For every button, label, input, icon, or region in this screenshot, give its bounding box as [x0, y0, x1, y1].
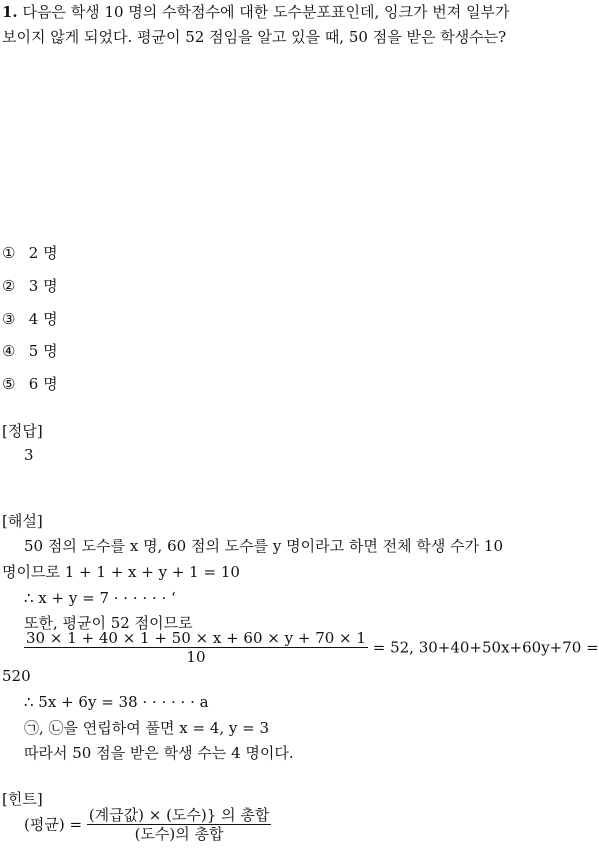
choice-mark: ① — [2, 244, 16, 262]
solution-line-5: 520 — [2, 667, 31, 685]
solution-line-6: ∴ 5x + 6y = 38 · · · · · · a — [24, 693, 209, 711]
choice-text: 5 명 — [28, 342, 58, 360]
fraction-denominator: 10 — [186, 648, 206, 666]
choice-3[interactable] — [2, 309, 58, 331]
choice-text: 4 명 — [28, 310, 58, 328]
mean-fraction — [24, 629, 368, 668]
choice-mark: ③ — [2, 310, 16, 328]
fraction-numerator: 30 × 1 + 40 × 1 + 50 × x + 60 × y + 70 × 1 — [26, 629, 366, 647]
question-text-2: 보이지 않게 되었다. 평균이 52 점임을 알고 있을 때, 50 점을 받은 학생수는? — [2, 28, 507, 46]
choice-text: 3 명 — [28, 277, 58, 295]
choice-mark: ② — [2, 277, 16, 295]
answer-value: 3 — [24, 446, 34, 464]
choice-mark: ④ — [2, 342, 16, 360]
choice-mark: ⑤ — [2, 375, 16, 393]
hint-lhs: (평균) = — [24, 815, 83, 834]
question-line-1 — [2, 2, 509, 24]
solution-line-1: 50 점의 도수를 x 명, 60 점의 도수를 y 명이라고 하면 전체 학생 수가 10 — [24, 537, 503, 555]
choice-text: 2 명 — [28, 244, 58, 262]
solution-equation — [24, 629, 599, 668]
solution-line-8: 따라서 50 점을 받은 학생 수는 4 명이다. — [24, 744, 294, 762]
solution-line-7: ㉠, ㉡을 연립하여 풀면 x = 4, y = 3 — [24, 719, 270, 737]
hint-formula — [24, 806, 271, 845]
choice-2[interactable] — [2, 276, 58, 298]
hint-fraction — [87, 806, 272, 845]
question-text-1: 다음은 학생 10 명의 수학점수에 대한 도수분포표인데, 잉크가 번져 일부가 — [22, 3, 510, 21]
question-number: 1. — [2, 3, 18, 21]
answer-heading: [정답] — [2, 422, 43, 440]
solution-line-3: ∴ x + y = 7 · · · · · · ‘ — [24, 589, 176, 607]
hint-heading: [힌트] — [2, 790, 43, 808]
solution-line-2: 명이므로 1 + 1 + x + y + 1 = 10 — [2, 563, 240, 581]
solution-line-4: 또한, 평균이 52 점이므로 — [24, 614, 193, 632]
equation-rest: = 52, 30+40+50x+60y+70 = — [372, 638, 599, 657]
solution-heading: [해설] — [2, 512, 43, 530]
choice-5[interactable] — [2, 374, 58, 396]
choice-4[interactable] — [2, 341, 58, 363]
hint-numerator: (계급값) × (도수)} 의 총합 — [88, 806, 270, 824]
hint-denominator: (도수)의 총합 — [134, 825, 224, 843]
choice-1[interactable] — [2, 243, 58, 265]
choice-text: 6 명 — [28, 375, 58, 393]
